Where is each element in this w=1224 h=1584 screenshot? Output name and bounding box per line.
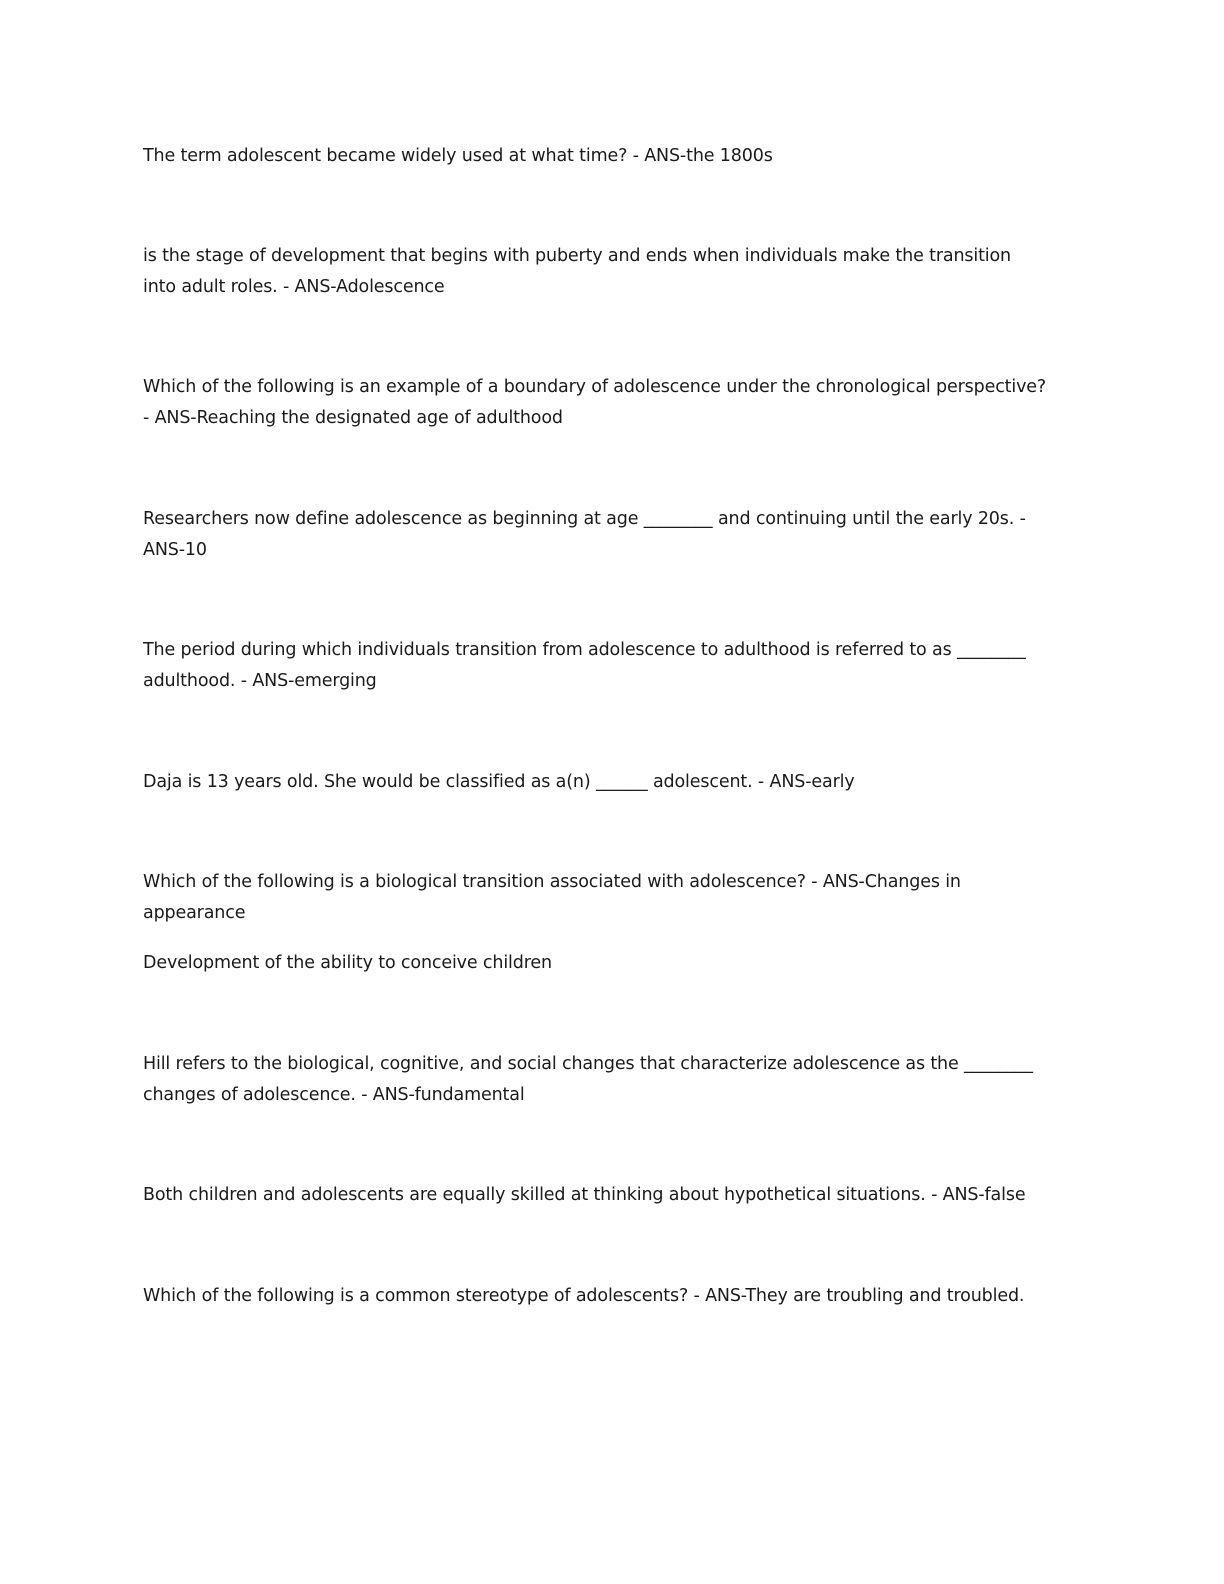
text-line: Hill refers to the biological, cognitive, and social changes that characterize adolescence as the ________ (143, 1054, 1033, 1074)
text-line: Daja is 13 years old. She would be classified as a(n) ______ adolescent. - ANS-early (143, 772, 855, 792)
text-line: Both children and adolescents are equally skilled at thinking about hypothetical situations. - ANS-false (143, 1185, 1026, 1205)
text-line: - ANS-Reaching the designated age of adulthood (143, 408, 563, 428)
qa-item-7 (143, 867, 1083, 929)
text-line: changes of adolescence. - ANS-fundamental (143, 1085, 525, 1105)
qa-item-6 (143, 767, 1083, 798)
qa-item-8 (143, 1049, 1083, 1111)
qa-item-9 (143, 1180, 1083, 1211)
text-line: Which of the following is a biological transition associated with adolescence? - ANS-Changes in (143, 872, 961, 892)
qa-item-2 (143, 241, 1083, 303)
text-line: Researchers now define adolescence as beginning at age ________ and continuing until the early 20s. - (143, 509, 1026, 529)
text-line: The term adolescent became widely used at what time? - ANS-the 1800s (143, 146, 773, 166)
text-line: Which of the following is a common stereotype of adolescents? - ANS-They are troubling and troubled. (143, 1286, 1025, 1306)
qa-item-7-continuation (143, 948, 1083, 979)
text-line: The period during which individuals transition from adolescence to adulthood is referred to as ________ (143, 640, 1026, 660)
qa-item-4 (143, 504, 1083, 566)
qa-item-10 (143, 1281, 1083, 1312)
text-line: into adult roles. - ANS-Adolescence (143, 277, 445, 297)
text-line: Which of the following is an example of a boundary of adolescence under the chronological perspective? (143, 377, 1047, 397)
text-line: adulthood. - ANS-emerging (143, 671, 377, 691)
qa-item-1 (143, 141, 1083, 172)
qa-item-3 (143, 372, 1083, 434)
text-line: ANS-10 (143, 540, 207, 560)
text-line: Development of the ability to conceive children (143, 953, 552, 973)
text-line: is the stage of development that begins with puberty and ends when individuals make the transition (143, 246, 1011, 266)
text-line: appearance (143, 903, 246, 923)
qa-item-5 (143, 635, 1083, 697)
